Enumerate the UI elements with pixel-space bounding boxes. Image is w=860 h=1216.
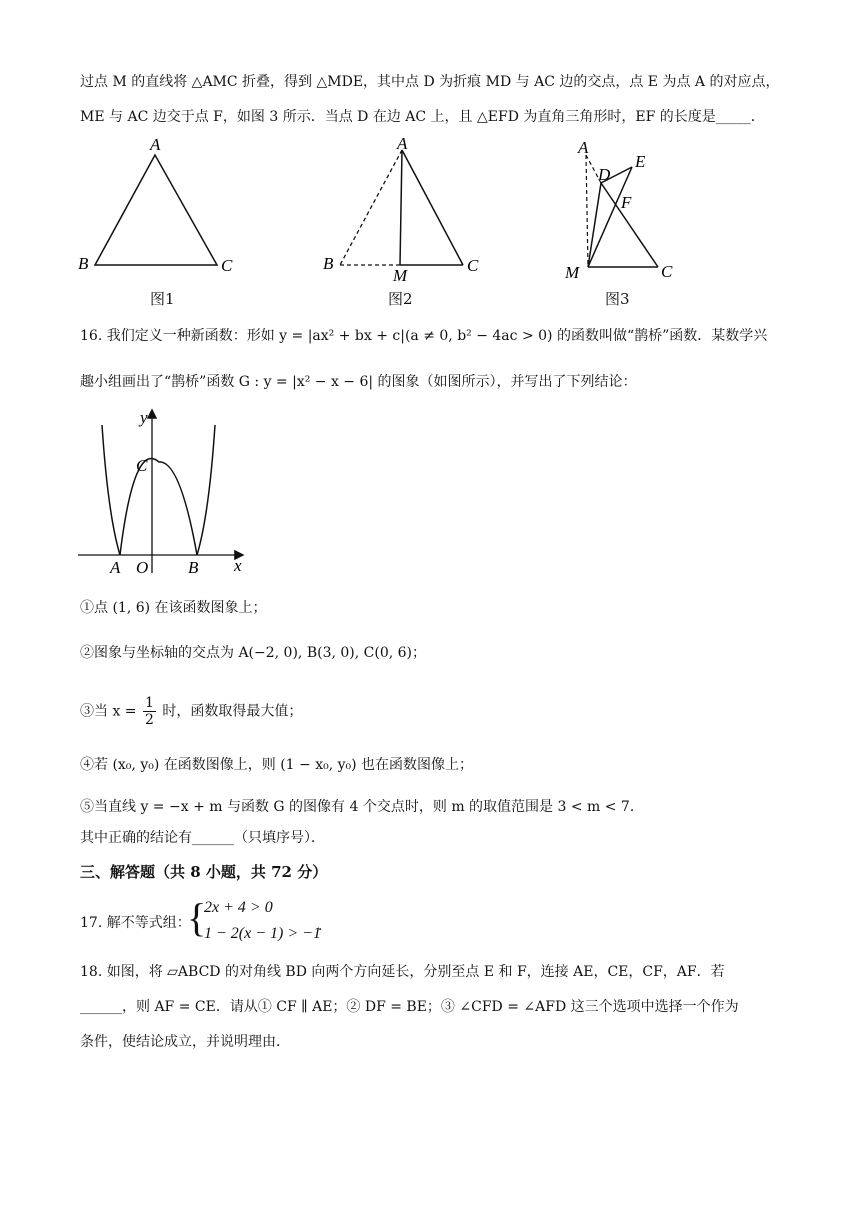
function-graph (70, 405, 255, 580)
conclusion-3 (80, 695, 302, 728)
q17-end: ． (318, 918, 332, 934)
label-e: E (635, 152, 646, 171)
dashed-am (586, 155, 588, 267)
q17-inequality-2: 1 − 2(x − 1) > −1 (204, 925, 321, 942)
figure-2 (315, 135, 495, 285)
segment-am (400, 150, 402, 265)
segment-md (588, 183, 601, 267)
label-c: C (467, 256, 479, 275)
conclusion-3-suffix: 时，函数取得最大值； (162, 703, 303, 720)
left-branch (102, 425, 120, 555)
label-c: C (661, 262, 673, 281)
figure-1 (70, 135, 250, 280)
label-x: x (234, 556, 242, 575)
fraction (143, 695, 156, 728)
middle-arch (120, 458, 197, 555)
label-b: B (78, 254, 89, 273)
label-m: M (565, 263, 580, 282)
q15-line-1: 过点 M 的直线将 △AMC 折叠，得到 △MDE，其中点 D 为折痕 MD 与 AC 边的交点，点 E 为点 A 的对应点， (80, 74, 780, 90)
conclusion-3-prefix: ③当 x = (80, 703, 137, 720)
conclusion-5: ⑤当直线 y = −x + m 与函数 G 的图像有 4 个交点时，则 m 的取值范围是 3 < m < 7． (80, 799, 644, 815)
system-brace: { (187, 895, 207, 940)
fraction-numerator: 1 (144, 695, 154, 711)
triangle-abc (95, 155, 217, 265)
dashed-ab (340, 150, 402, 265)
q18-line-2: ______，则 AF = CE．请从① CF ∥ AE；② DF = BE；③ ∠CFD = ∠AFD 这三个选项中选择一个作为 (80, 999, 739, 1015)
label-b: B (188, 558, 199, 577)
label-d: D (598, 165, 611, 184)
label-c: C (136, 456, 148, 475)
right-branch (197, 425, 215, 555)
label-f: F (621, 193, 632, 212)
conclusion-1: ①点 (1, 6) 在该函数图象上； (80, 600, 267, 616)
q16-answer-line: 其中正确的结论有______（只填序号）． (80, 830, 325, 846)
section-3-heading: 三、解答题（共 8 小题，共 72 分） (80, 863, 328, 881)
q18-line-3: 条件，使结论成立，并说明理由． (80, 1034, 290, 1050)
label-o: O (136, 558, 149, 577)
q16-line-2: 趣小组画出了“鹊桥”函数 G : y = |x² − x − 6| 的图象（如图所示），并写出了下列结论： (80, 374, 637, 390)
label-y: y (140, 408, 148, 427)
conclusion-4: ④若 (x₀, y₀) 在函数图像上，则 (1 − x₀, y₀) 也在函数图像上； (80, 757, 474, 773)
figure-3 (560, 135, 710, 285)
q17-label: 17. 解不等式组： (80, 915, 191, 931)
figure-1-caption: 图1 (150, 290, 175, 308)
segment-ac (402, 150, 463, 265)
q16-line-1: 16. 我们定义一种新函数：形如 y = |ax² + bx + c|(a ≠ 0, b² − 4ac > 0) 的函数叫做“鹊桥”函数．某数学兴 (80, 328, 768, 344)
q18-line-1: 18. 如图，将 ▱ABCD 的对角线 BD 向两个方向延长，分别至点 E 和 F，连接 AE，CE，CF，AF．若 (80, 964, 725, 980)
q15-line-2: ME 与 AC 边交于点 F，如图 3 所示．当点 D 在边 AC 上，且 △EFD 为直角三角形时，EF 的长度是_____． (80, 109, 765, 125)
label-a: A (397, 135, 408, 153)
q17-inequality-1: 2x + 4 > 0 (204, 899, 273, 916)
label-a: A (110, 558, 121, 577)
fraction-denominator: 2 (144, 712, 154, 728)
label-b: B (323, 254, 334, 273)
label-a: A (578, 138, 589, 157)
figure-3-caption: 图3 (605, 290, 630, 308)
label-a: A (150, 135, 161, 154)
figure-2-caption: 图2 (388, 290, 413, 308)
label-m: M (393, 266, 408, 285)
label-c: C (221, 256, 233, 275)
conclusion-2: ②图象与坐标轴的交点为 A(−2, 0), B(3, 0), C(0, 6)； (80, 645, 427, 661)
